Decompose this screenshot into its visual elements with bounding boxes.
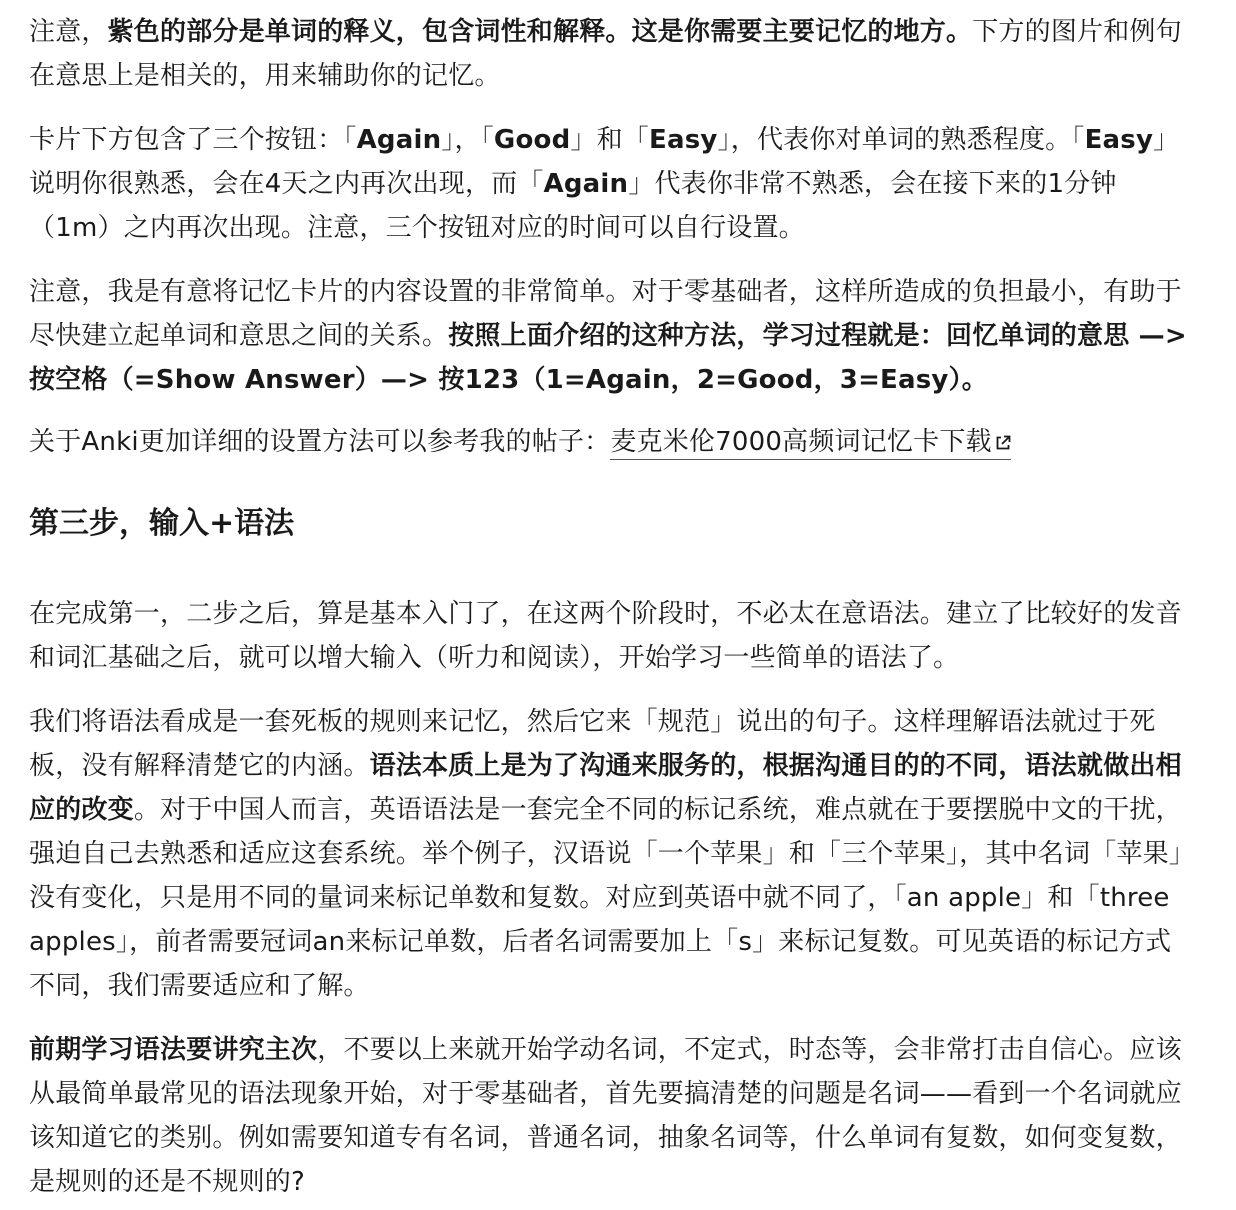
paragraph-card-buttons (29, 118, 1190, 250)
text: 在完成第一，二步之后，算是基本入门了，在这两个阶段时，不必太在意语法。建立了比较好的发音和词汇基础之后，就可以增大输入（听力和阅读），开始学习一些简单的语法了。 (29, 599, 1182, 673)
text: 」，代表你对单词的熟悉程度。「 (717, 125, 1085, 155)
text: 」和「 (570, 125, 650, 155)
paragraph-anki-link (29, 420, 1190, 464)
section-heading: 第三步，输入+语法 (29, 506, 295, 541)
bold-text: Again (356, 125, 442, 155)
text: 下方的图片和例句在意思上是相关的，用来辅助你的记忆。 (29, 17, 1182, 91)
bold-text: Good (493, 125, 571, 155)
paragraph-card-meaning (29, 10, 1190, 98)
link-text: 麦克米伦7000高频词记忆卡下载 (610, 427, 992, 457)
paragraph-learning-process (29, 270, 1190, 402)
text: 。对于中国人而言，英语语法是一套完全不同的标记系统，难点就在于要摆脱中文的干扰，强迫自己去熟悉和适应这套系统。举个例子，汉语说「一个苹果」和「三个苹果」，其中名词「苹果」没有变化，只是用不同的量词来标记单数和复数。对应到英语中就不同了，「an apple」和「three apples」，前者需要冠词an来标记单数，后者名词需要加上「s」来标记复数。可见英语的标记方式不同，我们需要适应和了解。 (29, 795, 1183, 1001)
text: 注意， (29, 17, 108, 47)
text: 」，「 (441, 125, 494, 155)
bold-text: 紫色的部分是单词的释义，包含词性和解释。这是你需要主要记忆的地方。 (107, 17, 973, 47)
paragraph-grammar-priority (29, 1028, 1190, 1204)
text: ，不要以上来就开始学动名词，不定式，时态等，会非常打击自信心。应该从最简单最常见的语法现象开始，对于零基础者，首先要搞清楚的问题是名词——看到一个名词就应该知道它的类别。例如需要知道专有名词，普通名词，抽象名词等，什么单词有复数，如何变复数，是规则的还是不规则的? (29, 1035, 1182, 1197)
bold-text: 前期学习语法要讲究主次 (29, 1035, 318, 1065)
text: 」说明你很熟悉，会在4天之内再次出现，而「 (29, 125, 1180, 199)
text: 卡片下方包含了三个按钮：「 (29, 125, 357, 155)
paragraph-input-grammar (29, 592, 1190, 680)
bold-text: Again (543, 169, 629, 199)
bold-text: Easy (649, 125, 718, 155)
text: 」代表你非常不熟悉，会在接下来的1分钟（1m）之内再次出现。注意，三个按钮对应的时间可以自行设置。 (29, 169, 1117, 243)
external-link-icon (995, 421, 1011, 437)
bold-text: 按照上面介绍的这种方法，学习过程就是：回忆单词的意思 —> 按空格（=Show Answer）—> 按123（1=Again，2=Good，3=Easy）。 (29, 321, 1187, 395)
bold-text: Easy (1084, 125, 1154, 155)
text: 注意，我是有意将记忆卡片的内容设置的非常简单。对于零基础者，这样所造成的负担最小，有助于尽快建立起单词和意思之间的关系。 (29, 277, 1182, 351)
bold-text: 语法本质上是为了沟通来服务的，根据沟通目的的不同，语法就做出相应的改变 (29, 751, 1182, 825)
text: 关于Anki更加详细的设置方法可以参考我的帖子： (29, 427, 611, 457)
paragraph-grammar-nature (29, 700, 1190, 1008)
text: 我们将语法看成是一套死板的规则来记忆，然后它来「规范」说出的句子。这样理解语法就过于死板，没有解释清楚它的内涵。 (29, 707, 1156, 781)
anki-deck-download-link[interactable] (610, 427, 1010, 460)
